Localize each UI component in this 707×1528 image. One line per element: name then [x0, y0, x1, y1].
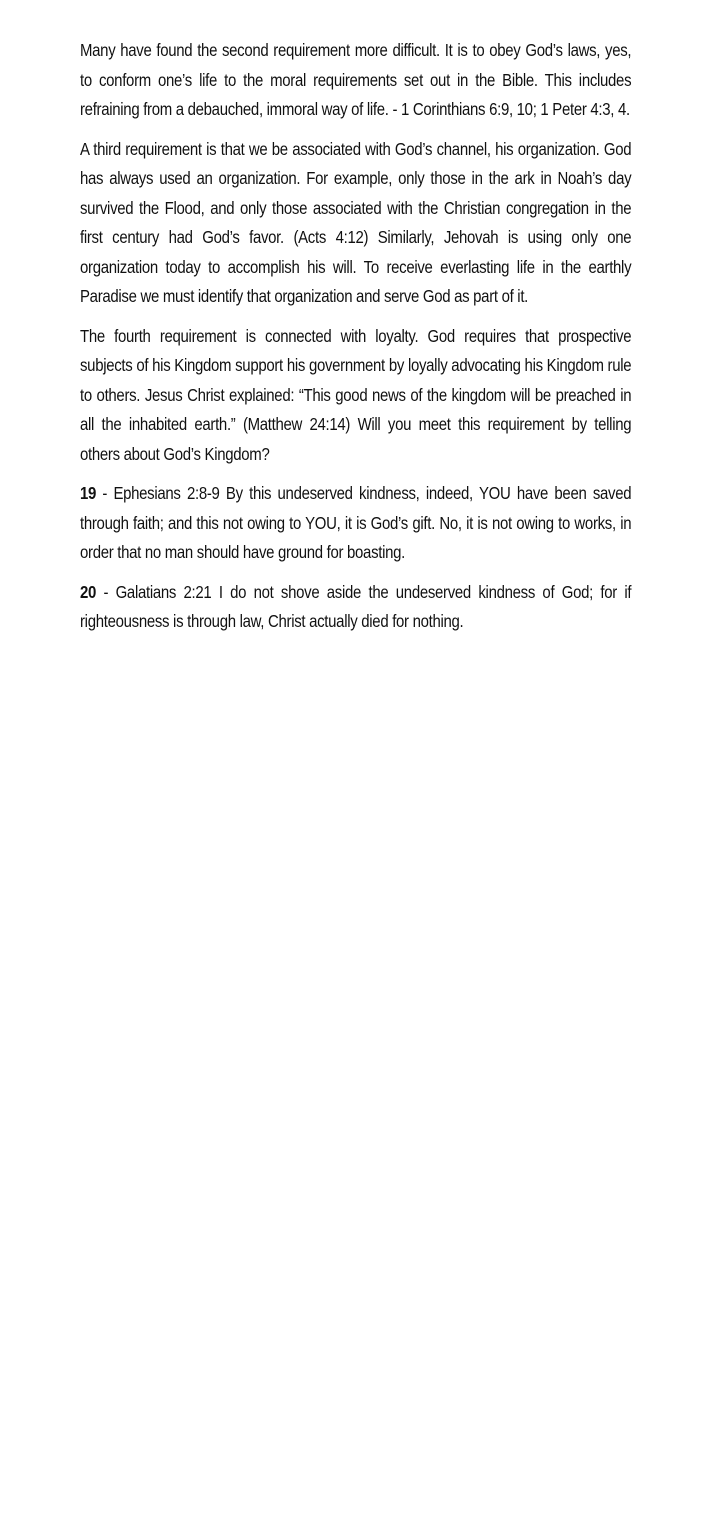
footnote-number: 19 [80, 483, 97, 503]
footnote-19 [80, 479, 631, 568]
document-page [80, 36, 631, 647]
footnote-20 [80, 578, 631, 637]
footnote-text: - Galatians 2:21 I do not shove aside the undeserved kindness of God; for if righteousness is through law, Christ actually died for nothing. [80, 581, 632, 631]
paragraph-fourth-requirement: The fourth requirement is connected with loyalty. God requires that prospective subjects of his Kingdom support his government by loyally advocating his Kingdom rule to others. Jesus Christ explained: “This good news of the kingdom will be preached in all the inhabited earth.” (Matthew 24:14) Will you meet this requirement by telling others about God’s Kingdom? [80, 325, 632, 464]
paragraph-third-requirement: A third requirement is that we be associated with God’s channel, his organization. God has always used an organization. For example, only those in the ark in Noah’s day survived the Flood, and only those associated with the Christian congregation in the first century had God’s favor. (Acts 4:12) Similarly, Jehovah is using only one organization today to accomplish his will. To receive everlasting life in the earthly Paradise we must identify that organization and serve God as part of it. [80, 138, 632, 306]
paragraph-second-requirement: Many have found the second requirement more difficult. It is to obey God’s laws, yes, to conform one’s life to the moral requirements set out in the Bible. This includes refraining from a debauched, immoral way of life. - 1 Corinthians 6:9, 10; 1 Peter 4:3, 4. [80, 40, 632, 119]
footnote-number: 20 [80, 581, 97, 602]
footnote-text: - Ephesians 2:8-9 By this undeserved kindness, indeed, YOU have been saved through faith; and this not owing to YOU, it is God’s gift. No, it is not owing to works, in order that no man should have ground for boasting. [80, 483, 632, 562]
